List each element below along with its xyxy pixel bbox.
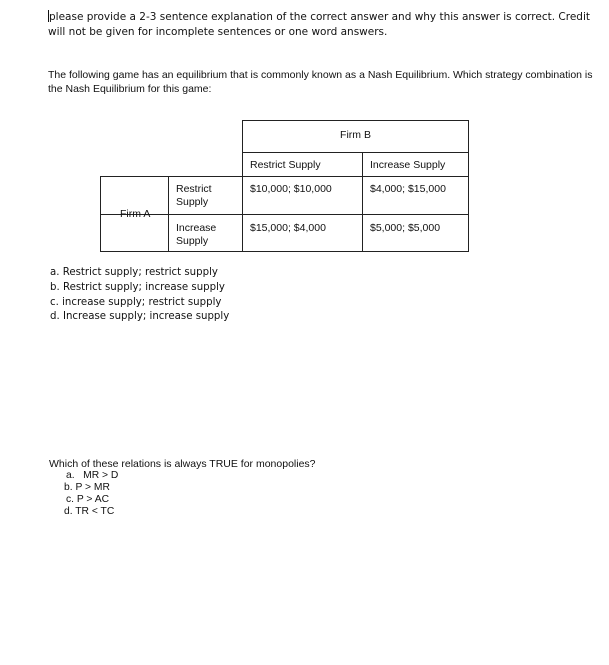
firm-b-label: Firm B <box>340 129 371 141</box>
answer-option-d[interactable]: d. TR < TC <box>64 506 115 517</box>
grid-line-bottom <box>100 251 469 252</box>
payoff-cell: $10,000; $10,000 <box>250 183 332 195</box>
question1-options <box>50 266 229 325</box>
grid-line-row-label <box>168 176 169 252</box>
firm-b-header <box>242 120 469 153</box>
firm-a-label: Firm A <box>120 208 151 220</box>
question2-prompt: Which of these relations is always TRUE for monopolies? <box>49 458 316 470</box>
col-header-restrict: Restrict Supply <box>250 159 321 171</box>
col-header-increase: Increase Supply <box>370 159 446 171</box>
row-label-restrict: Restrict Supply <box>176 183 212 208</box>
question1-prompt: The following game has an equilibrium that is commonly known as a Nash Equilibrium. Which strategy combination is the Nash Equilibrium for this game: <box>48 69 593 95</box>
payoff-cell: $4,000; $15,000 <box>370 183 446 195</box>
grid-line-mid-row <box>100 214 469 215</box>
payoff-cell: $5,000; $5,000 <box>370 222 441 234</box>
grid-line-left <box>242 152 243 252</box>
answer-option-c[interactable]: c. increase supply; restrict supply <box>50 296 222 308</box>
payoff-cell: $15,000; $4,000 <box>250 222 326 234</box>
row-label-increase: Increase Supply <box>176 222 217 247</box>
answer-option-b[interactable]: b. Restrict supply; increase supply <box>50 281 225 293</box>
answer-option-d[interactable]: d. Increase supply; increase supply <box>50 311 230 323</box>
grid-line-top <box>100 176 469 177</box>
answer-option-c[interactable]: c. P > AC <box>66 494 110 505</box>
answer-option-a[interactable]: a. MR > D <box>66 470 119 481</box>
instruction-text: please provide a 2-3 sentence explanation of the correct answer and why this answer is correct. Credit will not be given for incomplete sentences or one word answers. <box>48 11 590 38</box>
answer-option-a[interactable]: a. Restrict supply; restrict supply <box>50 267 218 278</box>
grid-line-right <box>468 152 469 252</box>
grid-line-middle <box>362 152 363 252</box>
answer-option-b[interactable]: b. P > MR <box>64 482 110 493</box>
grid-line-outer-left <box>100 176 101 252</box>
